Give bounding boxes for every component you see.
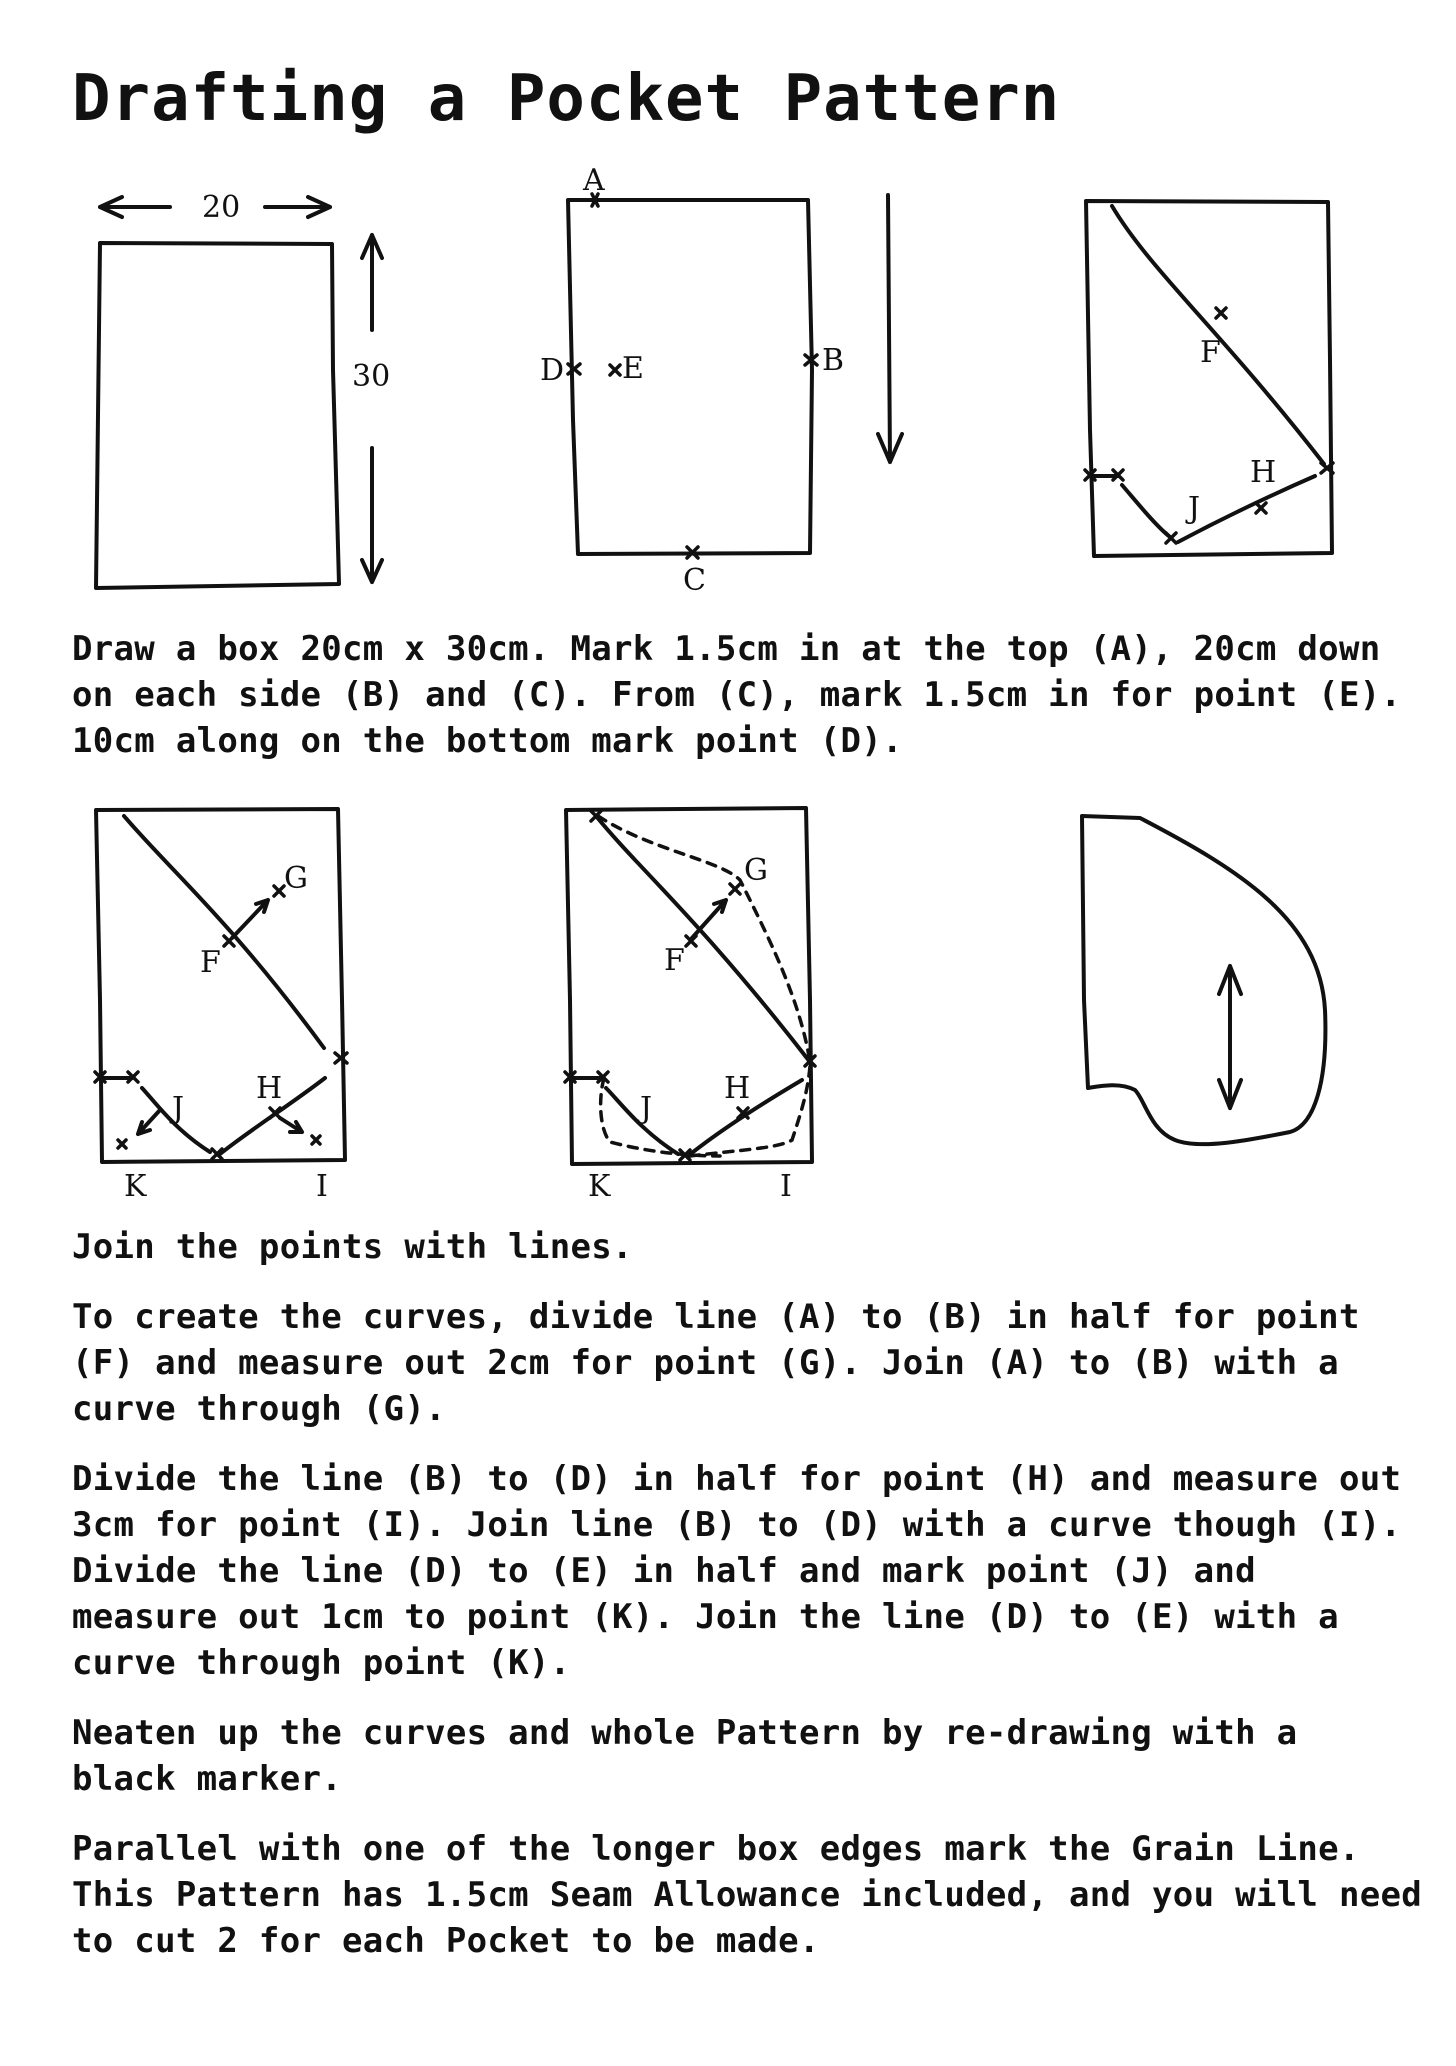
- point-f-label: F: [1200, 335, 1221, 370]
- figure-box-dimensions: [80, 180, 420, 604]
- arrow-to-g: [692, 900, 726, 938]
- height-arrow: [362, 235, 382, 330]
- width-arrow: [265, 197, 330, 217]
- arrow-to-g: [232, 900, 268, 938]
- point-i-label: I: [316, 1169, 328, 1204]
- step-4-text: Divide the line (B) to (D) in half for point (H) and measure out 3cm for point (I). Join line (B) to (D) with a curve though (I). Divide the line (D) to (E) in half and mark point (J) and measure out 1cm to point (K). Join the line (D) to (E) with a curve through point (K).: [72, 1459, 1402, 1683]
- line-a-b: [596, 816, 810, 1062]
- width-arrow: [100, 197, 170, 217]
- grain-line-arrow: [1219, 966, 1241, 1108]
- figure-joined-lines: [1060, 180, 1380, 584]
- figure-curve-points: [80, 800, 420, 1224]
- arrow-to-k: [138, 1110, 160, 1134]
- point-i-label: I: [780, 1169, 792, 1204]
- line-to-j: [1122, 485, 1170, 537]
- point-c-label: C: [683, 563, 706, 598]
- step-5-text: Neaten up the curves and whole Pattern by re-drawing with a black marker.: [72, 1713, 1298, 1799]
- width-label: 20: [202, 190, 241, 225]
- step-6-text: Parallel with one of the longer box edges mark the Grain Line. This Pattern has 1.5cm Seam Allowance included, and you will need to cut 2 for each Pocket to be made.: [72, 1829, 1423, 1961]
- figure-dashed-curves: [540, 800, 880, 1224]
- point-k-label: K: [124, 1169, 147, 1204]
- pocket-outline: [1082, 816, 1325, 1144]
- point-f-label: F: [664, 943, 685, 978]
- point-j-label: J: [172, 1091, 185, 1126]
- point-j-label: J: [640, 1091, 653, 1126]
- page-title: Drafting a Pocket Pattern: [72, 62, 1061, 136]
- point-d-label: D: [540, 353, 565, 388]
- arrow-to-i: [280, 1118, 302, 1132]
- direction-arrow: [878, 195, 902, 462]
- point-a-label: A: [583, 163, 605, 198]
- figure-marked-points: [520, 163, 940, 614]
- box-outline: [96, 243, 339, 588]
- line-a-b: [124, 816, 324, 1048]
- point-h-label: H: [724, 1071, 751, 1106]
- point-j-label: J: [1188, 491, 1201, 526]
- point-g-label: G: [284, 861, 308, 896]
- point-k-label: K: [588, 1169, 611, 1204]
- point-b-label: B: [822, 343, 845, 378]
- box-outline: [566, 808, 812, 1164]
- step-3-text: To create the curves, divide line (A) to (B) in half for point (F) and measure out 2cm for point (G). Join (A) to (B) with a curve through (G).: [72, 1297, 1360, 1429]
- point-h-label: H: [1250, 455, 1277, 490]
- box-outline: [1086, 201, 1332, 556]
- box-outline: [568, 200, 812, 554]
- figure-final-pocket: [1060, 800, 1360, 1184]
- point-h-label: H: [256, 1071, 283, 1106]
- point-g-label: G: [744, 853, 768, 888]
- height-label: 30: [352, 359, 391, 394]
- point-f-label: F: [200, 945, 221, 980]
- point-e-label: E: [622, 351, 644, 386]
- step-2-text: Join the points with lines.: [72, 1227, 633, 1267]
- height-arrow: [362, 448, 382, 582]
- step-1-text: Draw a box 20cm x 30cm. Mark 1.5cm in at the top (A), 20cm down on each side (B) and (C). From (C), mark 1.5cm in for point (E). 10cm along on the bottom mark point (D).: [72, 629, 1402, 761]
